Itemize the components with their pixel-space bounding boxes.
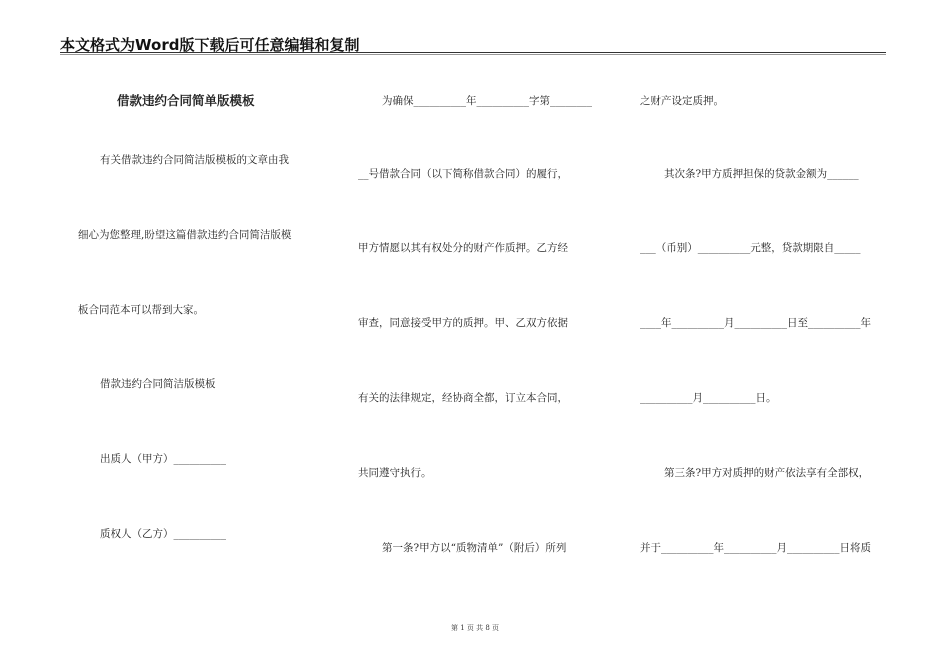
paragraph-line: 有关借款违约合同简洁版模板的文章由我 [100,154,289,166]
paragraph-line: 细心为您整理,盼望这篇借款违约合同简洁版模 [78,229,292,241]
header-rule [60,52,886,53]
pledgor-field: 出质人（甲方）__________ [100,453,226,465]
paragraph-line: 有关的法律规定，经协商全都，订立本合同， [358,392,568,404]
article-3-line: 第三条?甲方对质押的财产依法享有全部权， [664,467,870,479]
paragraph-line: 之财产设定质押。 [640,95,724,107]
paragraph-line: 板合同范本可以帮到大家。 [78,304,204,316]
document-title: 借款违约合同简单版模板 [117,93,255,108]
paragraph-line: 并于__________年__________月__________日将质 [640,542,871,554]
article-1-line: 第一条?甲方以“质物清单”（附后）所列 [382,542,567,554]
header-rule-secondary [60,54,886,55]
page-number: 第 1 页 共 8 页 [450,624,500,632]
paragraph-line: 共同遵守执行。 [358,467,432,479]
article-2-line: 其次条?甲方质押担保的贷款金额为______ [664,168,859,180]
paragraph-line: 审查，同意接受甲方的质押。甲、乙双方依据 [358,317,568,329]
section-subtitle: 借款违约合同简洁版模板 [100,378,216,390]
pledgee-field: 质权人（乙方）__________ [100,528,226,540]
paragraph-line: ___（币别）__________元整，贷款期限自_____ [640,242,861,254]
paragraph-line: __号借款合同（以下简称借款合同）的履行， [358,168,568,180]
paragraph-line: 甲方情愿以其有权处分的财产作质押。乙方经 [358,242,568,254]
paragraph-line: __________月__________日。 [640,392,777,404]
paragraph-line: ____年__________月__________日至__________年 [640,317,871,329]
paragraph-line: 为确保__________年__________字第________ [382,95,592,107]
document-header: 本文格式为Word版下载后可任意编辑和复制 [60,36,360,54]
